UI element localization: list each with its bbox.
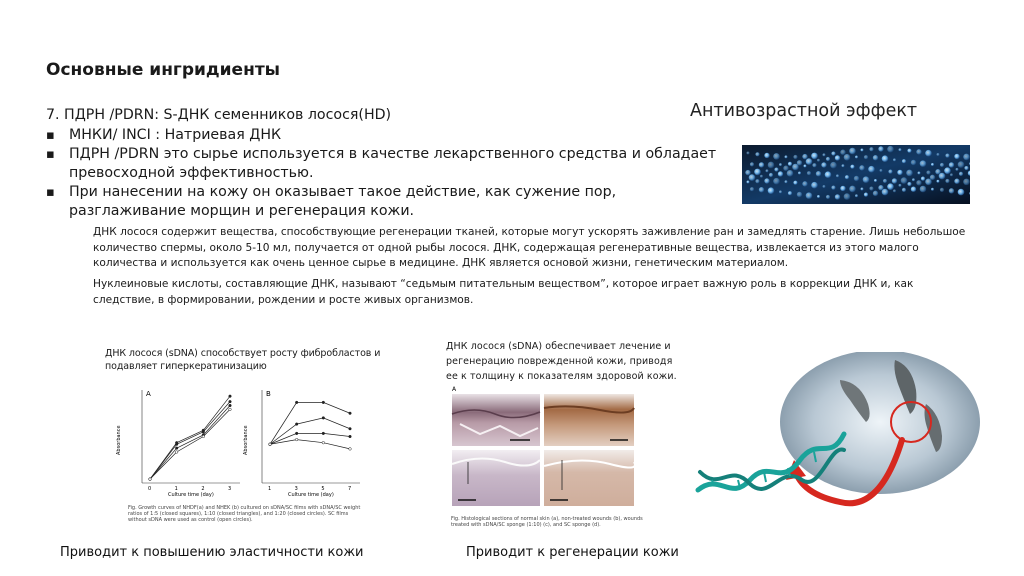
- data-point: [322, 441, 325, 444]
- tech-dot: [949, 162, 954, 167]
- tech-dot: [792, 164, 799, 171]
- figure-2-note: Fig. Histological sections of normal skin (a), non-treated wounds (b), wounds treated with sDNA/SC sponge (1:10) (c), and SC sponge (d).: [451, 516, 643, 528]
- tech-dot: [920, 160, 927, 167]
- x-tick-label: 7: [348, 486, 352, 492]
- histology-panel-label: A: [452, 386, 457, 393]
- tech-dot: [956, 168, 959, 171]
- data-point: [295, 432, 298, 435]
- tech-dot: [825, 171, 832, 178]
- tech-dot: [926, 170, 930, 174]
- x-tick-label: 3: [294, 486, 298, 492]
- tech-dot: [745, 170, 750, 175]
- tech-dot: [864, 155, 868, 159]
- tech-dot: [945, 179, 949, 183]
- histology-sections-image: [450, 384, 638, 512]
- salmon-dna-illustration: [690, 352, 980, 524]
- tech-dot: [821, 162, 826, 167]
- chart-a-y-label: Absorbance: [116, 425, 122, 455]
- tech-dot: [802, 181, 807, 186]
- tech-dot: [897, 170, 902, 175]
- tech-dot: [812, 163, 816, 167]
- tech-dot: [963, 154, 970, 161]
- data-point: [349, 427, 352, 430]
- tech-dot: [779, 190, 782, 193]
- tech-dot: [785, 180, 788, 183]
- tech-dot: [930, 175, 935, 180]
- tech-dot: [869, 147, 873, 151]
- tech-dot: [861, 148, 864, 151]
- tech-dot: [774, 167, 778, 171]
- figure-2-caption: ДНК лосося (sDNA) обеспечивает лечение и регенерацию поврежденной кожи, приводя ее к толщину к показателям здоровой кожи.: [446, 341, 677, 382]
- tech-dot: [802, 154, 807, 159]
- data-point: [175, 451, 178, 454]
- tech-dot: [899, 184, 902, 187]
- tech-dot: [855, 194, 858, 197]
- data-point: [349, 448, 352, 451]
- water-oval: [780, 352, 980, 494]
- tech-dot: [954, 179, 959, 184]
- tech-dot: [783, 166, 788, 171]
- tech-dot: [750, 187, 754, 191]
- data-point: [269, 443, 272, 446]
- tech-dot: [906, 170, 913, 177]
- elasticity-caption: Приводит к повышению эластичности кожи: [60, 545, 364, 560]
- description-paragraph: Нуклеиновые кислоты, составляющие ДНК, называют “седьмым питательным веществом”, которое играет важную роль в коррекции ДНК и, как следствие, в формировании, рождении и росте живых организмов.: [93, 278, 914, 306]
- data-point: [202, 435, 205, 438]
- tech-dot: [925, 150, 932, 157]
- tech-dot: [850, 165, 854, 169]
- data-point: [349, 435, 352, 438]
- data-point: [229, 404, 232, 407]
- tech-dot: [916, 180, 921, 185]
- tech-dot: [921, 177, 925, 181]
- x-tick-label: 1: [268, 486, 272, 492]
- tech-dot: [916, 149, 921, 154]
- tech-dot: [958, 189, 965, 196]
- histology-panel-a: [452, 394, 540, 446]
- histology-panel-b: [544, 394, 634, 446]
- tech-dot: [823, 185, 826, 188]
- chart-b-y-label: Absorbance: [243, 425, 249, 455]
- tech-dot: [887, 183, 894, 190]
- series-line: [150, 402, 230, 480]
- tech-dot: [778, 171, 783, 176]
- figure-1-note: Fig. Growth curves of NHDF(a) and NHEK (b) cultured on sDNA/SC films with sDNA/SC weight ratios of 1:5 (closed squares), 1:10 (closed triangles), and 1:20 (closed circles). SC films without sDNA were used as control (open circles).: [128, 505, 361, 523]
- data-point: [175, 443, 178, 446]
- regeneration-caption: Приводит к регенерации кожи: [466, 545, 679, 560]
- data-point: [322, 417, 325, 420]
- tech-dot: [759, 187, 764, 192]
- tech-dot: [816, 171, 821, 176]
- histology-panel-d: [544, 450, 634, 506]
- tech-dot: [807, 171, 811, 175]
- x-tick-label: 5: [321, 486, 325, 492]
- tech-dot: [859, 165, 864, 170]
- tech-dot: [893, 189, 896, 192]
- tech-dot: [882, 155, 889, 162]
- tech-dot: [869, 186, 873, 190]
- tech-dot: [901, 177, 908, 184]
- series-line: [270, 402, 350, 444]
- tech-dot: [874, 179, 877, 182]
- tech-dot: [873, 191, 878, 196]
- bullet-item: ▪ МНКИ/ INCI : Натриевая ДНК: [46, 126, 726, 145]
- tech-dot: [937, 153, 940, 156]
- tech-dot: [863, 176, 870, 183]
- bullet-item: ▪ ПДРН /PDRN это сырье используется в качестве лекарственного средства и обладает превосходной эффективностью.: [46, 145, 726, 183]
- tech-dot: [787, 170, 794, 177]
- tech-dot: [773, 178, 780, 185]
- figure-1-caption: ДНК лосося (sDNA) способствует росту фибробластов и подавляет гиперкератинизацию: [105, 348, 381, 372]
- bullet-item: ▪ При нанесении на кожу он оказывает такое действие, как сужение пор, разглаживание морщин и регенерация кожи.: [46, 183, 726, 221]
- tech-dot: [911, 160, 916, 165]
- tech-dot: [806, 192, 813, 199]
- tech-dot: [940, 188, 944, 192]
- description-paragraph: ДНК лосося содержит вещества, способствующие регенерации тканей, которые могут ускорять заживление ран и замедлять старение. Лишь небольшое количество спермы, около 5-10 мл, получается от одной рыбы лосося. ДНК, содержащая регенеративные вещества, извлекается из этого малого количества и используется как очень ценное сырье в медицине. ДНК является основой жизни, генетическим материалом.: [93, 226, 966, 269]
- tech-dot: [844, 154, 851, 161]
- tech-dot: [766, 169, 769, 172]
- tech-dot: [907, 149, 911, 153]
- tech-dot: [817, 195, 820, 198]
- tech-dot: [887, 146, 894, 153]
- slide-title: Основные ингридиенты: [46, 60, 281, 80]
- x-tick-label: 1: [174, 486, 178, 492]
- tech-dot: [768, 162, 775, 169]
- tech-dot: [785, 155, 788, 158]
- tech-dot: [788, 162, 792, 166]
- data-point: [322, 401, 325, 404]
- tech-dot: [899, 148, 902, 151]
- tech-dot: [779, 163, 782, 166]
- tech-dot: [964, 166, 968, 170]
- tech-dot: [826, 195, 830, 199]
- tech-dot: [878, 146, 883, 151]
- tech-dot: [907, 182, 911, 186]
- tech-dot: [902, 159, 906, 163]
- tech-dot: [842, 164, 845, 167]
- tech-dot: [845, 175, 849, 179]
- tech-dot: [836, 174, 839, 177]
- tech-dot: [937, 180, 940, 183]
- tech-dot: [880, 169, 883, 172]
- chart-a-panel-label: A: [146, 390, 151, 398]
- tech-dot: [750, 162, 754, 166]
- series-line: [150, 409, 230, 479]
- tech-dot: [963, 179, 970, 186]
- tech-dot: [940, 163, 944, 167]
- tech-dot: [959, 172, 963, 176]
- bullet-list: [46, 126, 726, 221]
- tech-dot: [835, 194, 840, 199]
- x-tick-label: 0: [148, 486, 152, 492]
- tech-dot: [954, 154, 959, 159]
- data-point: [229, 408, 232, 411]
- tech-dot: [759, 162, 764, 167]
- tech-dot: [811, 182, 818, 189]
- tech-dot: [797, 192, 802, 197]
- tech-dot: [831, 186, 835, 190]
- tech-dot: [749, 174, 756, 181]
- chart-a-x-label: Culture time (day): [168, 492, 214, 498]
- tech-dot: [849, 148, 856, 155]
- tech-dot: [764, 153, 769, 158]
- tech-dot: [931, 188, 934, 191]
- growth-curves-chart: [110, 380, 380, 505]
- tech-dot: [950, 173, 953, 176]
- tech-dot: [817, 159, 820, 162]
- tech-dot: [798, 172, 801, 175]
- tech-dot: [854, 176, 859, 181]
- tech-dot: [883, 179, 887, 183]
- series-line: [270, 440, 350, 449]
- tech-dot: [840, 150, 845, 155]
- tech-dot: [831, 151, 835, 155]
- tech-dot: [944, 167, 951, 174]
- chart-b: [243, 390, 360, 498]
- tech-dot: [861, 187, 864, 190]
- tech-dot: [840, 186, 845, 191]
- ingredient-list: [46, 106, 726, 221]
- data-point: [175, 447, 178, 450]
- tech-dot: [768, 187, 775, 194]
- tech-dot: [902, 188, 906, 192]
- tech-dot: [764, 178, 769, 183]
- data-point: [322, 432, 325, 435]
- tech-dot: [806, 158, 813, 165]
- tech-dot: [939, 173, 946, 180]
- tech-dot: [793, 181, 797, 185]
- chart-b-panel-label: B: [266, 390, 271, 398]
- dna-technology-image: [742, 145, 970, 204]
- tech-dot: [823, 153, 826, 156]
- data-point: [229, 400, 232, 403]
- tech-dot: [760, 175, 763, 178]
- data-point: [349, 412, 352, 415]
- tech-dot: [826, 157, 830, 161]
- tech-dot: [830, 162, 837, 169]
- tech-dot: [911, 187, 916, 192]
- chart-b-x-label: Culture time (day): [288, 492, 334, 498]
- tech-dot: [945, 154, 949, 158]
- data-point: [229, 395, 232, 398]
- tech-dot: [912, 178, 915, 181]
- tech-dot: [769, 173, 773, 177]
- data-point: [202, 431, 205, 434]
- tech-dot: [811, 153, 818, 160]
- tech-dot: [931, 163, 934, 166]
- tech-dot: [755, 179, 759, 183]
- tech-dot: [882, 189, 889, 196]
- histology-panel-c: [452, 450, 540, 506]
- x-tick-label: 3: [228, 486, 232, 492]
- data-point: [295, 438, 298, 441]
- tech-dot: [925, 179, 932, 186]
- tech-dot: [844, 193, 851, 200]
- tech-dot: [849, 186, 856, 193]
- x-tick-label: 2: [201, 486, 205, 492]
- tech-dot: [754, 169, 761, 176]
- tech-dot: [835, 155, 840, 160]
- data-point: [295, 423, 298, 426]
- tech-dot: [888, 170, 892, 174]
- tech-dot: [804, 164, 807, 167]
- tech-dot: [873, 155, 878, 160]
- tech-dot: [755, 152, 759, 156]
- tech-dot: [893, 158, 896, 161]
- tech-dot: [892, 178, 897, 183]
- series-line: [150, 406, 230, 480]
- chart-a: [116, 390, 240, 498]
- tech-dot: [918, 171, 921, 174]
- tech-dot: [864, 193, 868, 197]
- tech-dot: [949, 188, 954, 193]
- tech-dot: [855, 156, 858, 159]
- tech-dot: [868, 166, 875, 173]
- tech-dot: [920, 186, 927, 193]
- tech-dot: [793, 155, 797, 159]
- tech-dot: [773, 153, 780, 160]
- tech-dot: [788, 191, 792, 195]
- ingredient-number-line: 7. ПДРН /PDRN: S-ДНК семенников лосося(HD): [46, 107, 392, 123]
- tech-dot: [747, 180, 750, 183]
- series-line: [270, 418, 350, 444]
- tech-dot: [958, 161, 965, 168]
- tech-dot: [747, 152, 750, 155]
- data-point: [295, 401, 298, 404]
- effect-heading: Антивозрастной эффект: [690, 101, 918, 121]
- data-point: [149, 478, 152, 481]
